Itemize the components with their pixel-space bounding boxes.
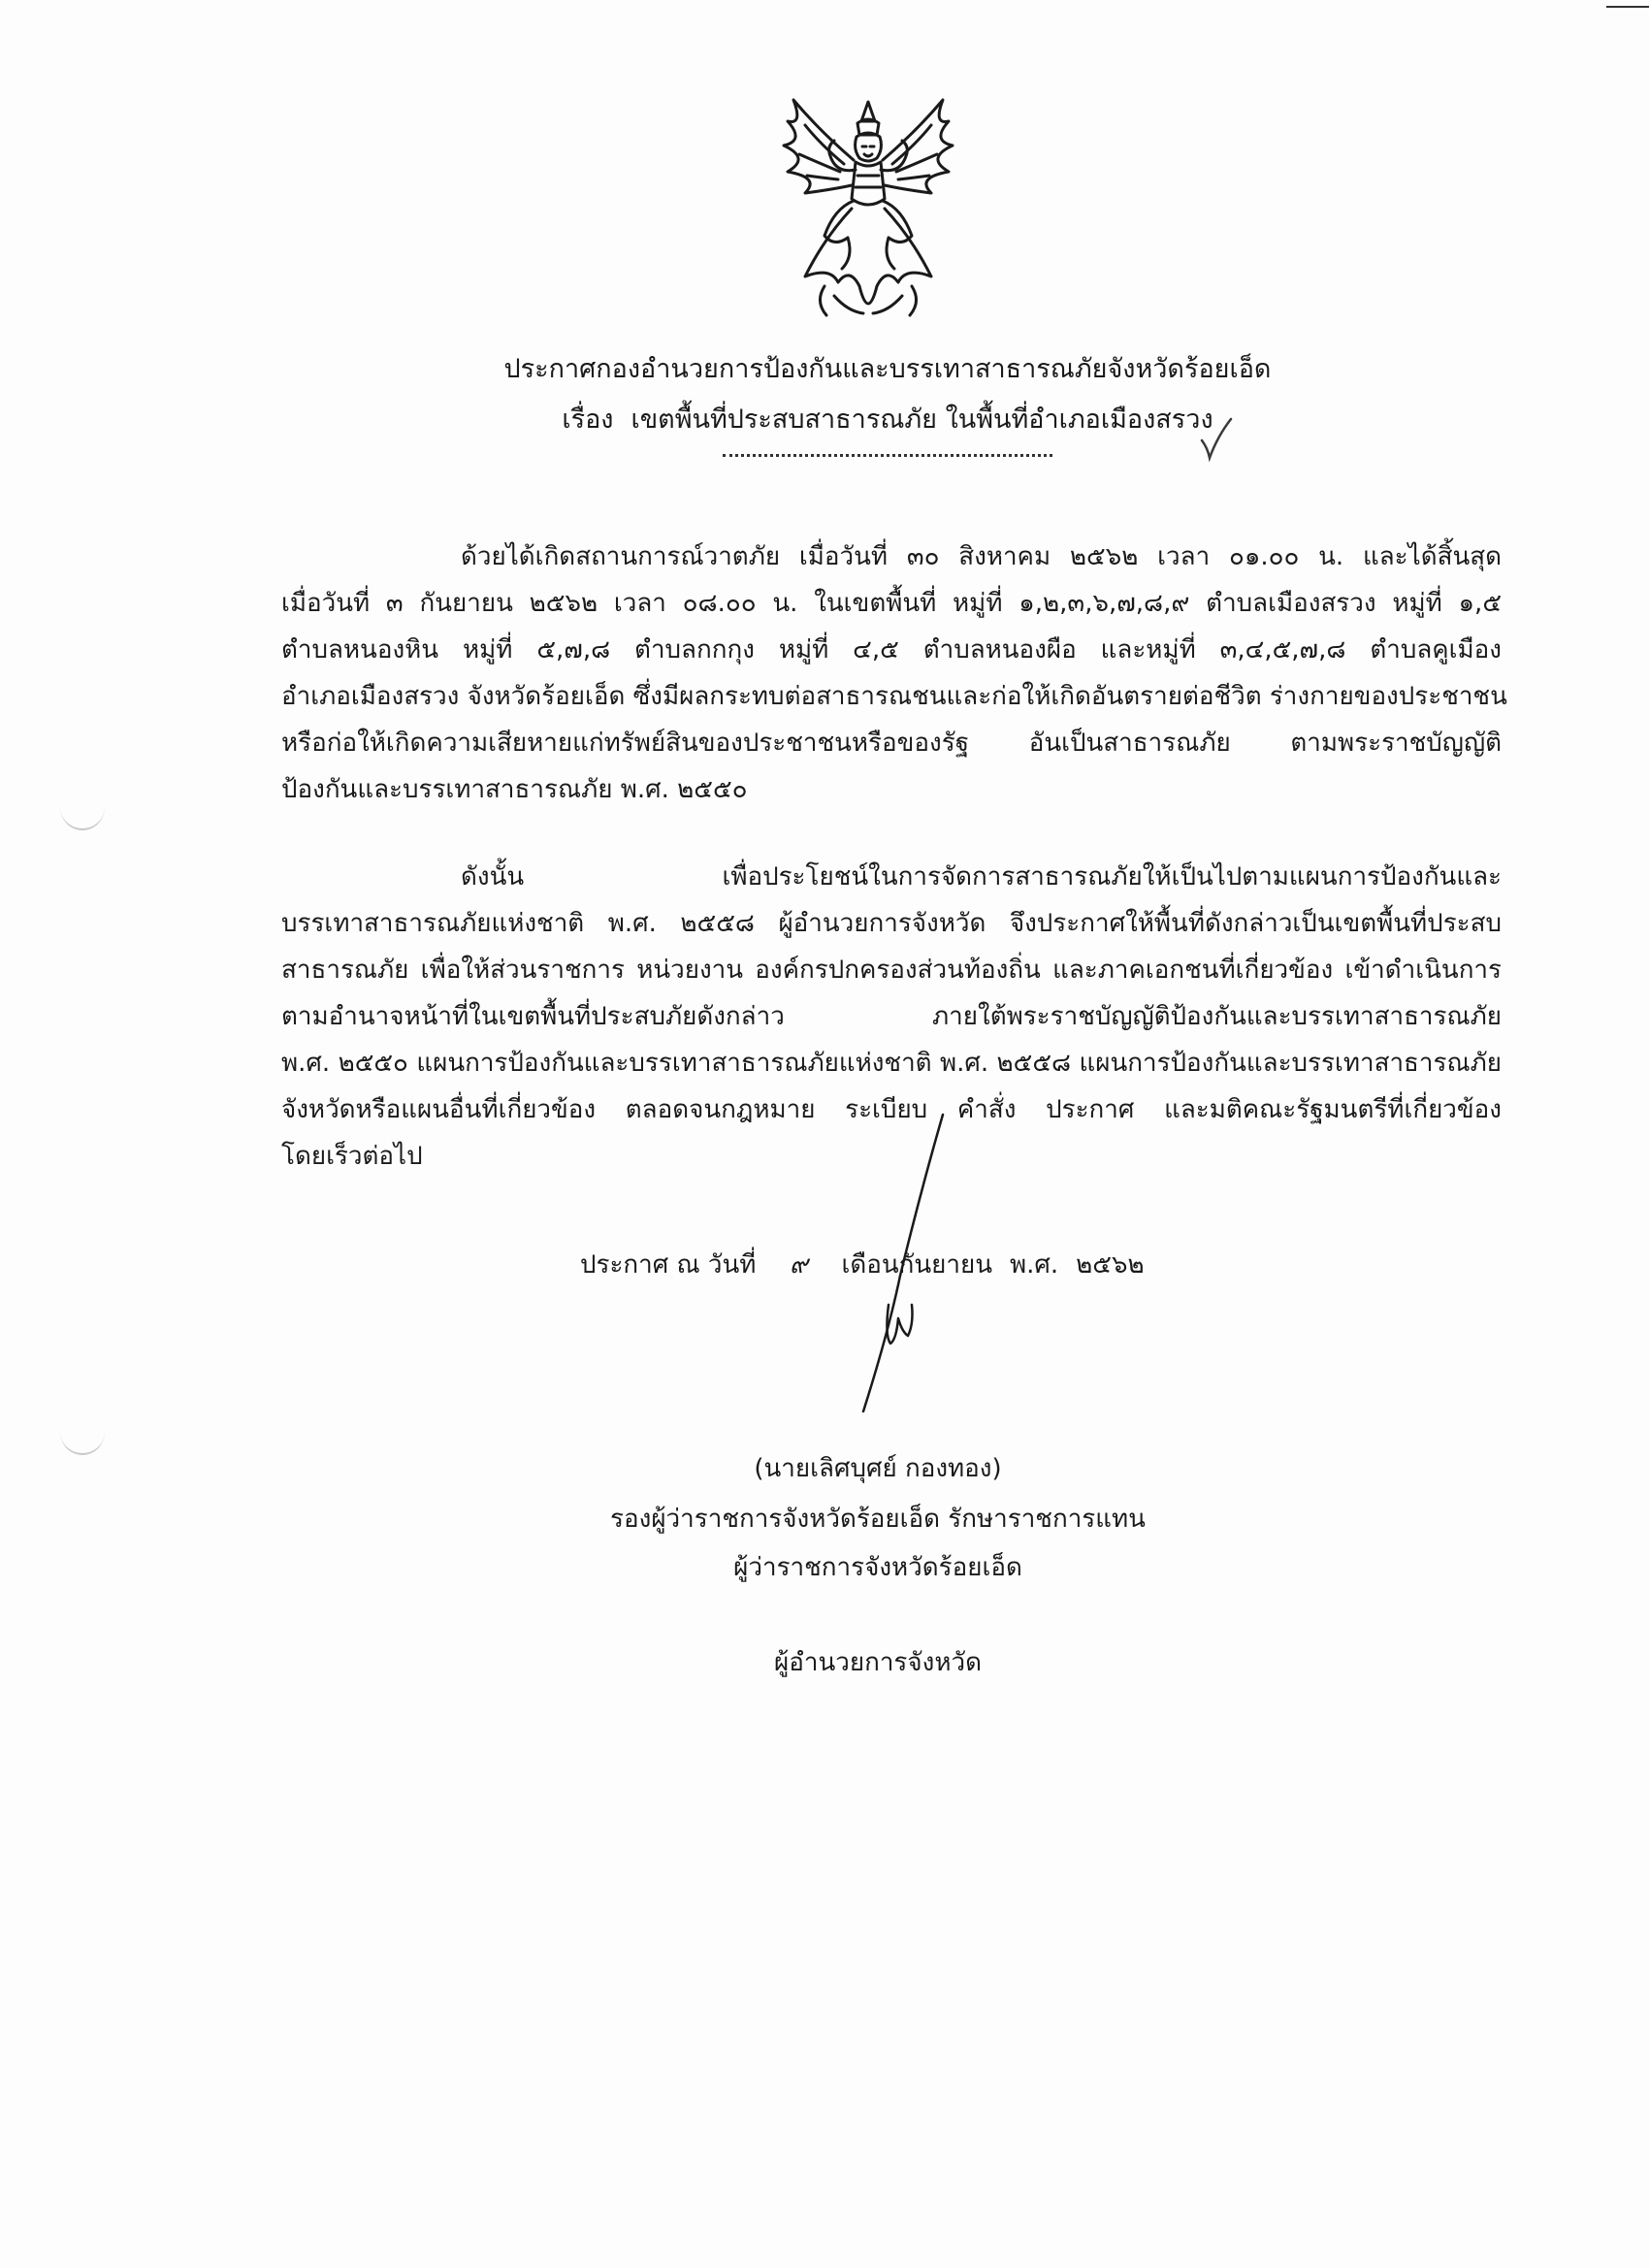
signatory-position: รองผู้ว่าราชการจังหวัดร้อยเอ็ด รักษาราชการแทน [610,1505,1146,1534]
signatory-role: ผู้อำนวยการจังหวัด [774,1648,982,1677]
checkmark-icon [1198,415,1233,462]
paragraph-line: หรือก่อให้เกิดความเสียหายแก่ทรัพย์สินของประชาชนหรือของรัฐ อันเป็นสาธารณภัย ตามพระราชบัญญัติ [281,729,1502,758]
paragraph-line: อำเภอเมืองสรวง จังหวัดร้อยเอ็ด ซึ่งมีผลกระทบต่อสาธารณชนและก่อให้เกิดอันตรายต่อชีวิต ร่างกายของประชาชน [281,682,1507,711]
paragraph-line: โดยเร็วต่อไป [281,1142,423,1171]
paragraph-line: บรรเทาสาธารณภัยแห่งชาติ พ.ศ. ๒๕๕๘ ผู้อำนวยการจังหวัด จึงประกาศให้พื้นที่ดังกล่าวเป็นเขตพื้นที่ประสบ [281,909,1502,938]
paragraph-1 [281,534,1507,813]
dateline-year: ๒๕๖๒ [1076,1250,1145,1280]
handwritten-signature [834,1111,970,1431]
dateline-day: ๙ [789,1250,808,1280]
subject-text: เขตพื้นที่ประสบสาธารณภัย ในพื้นที่อำเภอเมืองสรวง [630,405,1213,435]
dateline-month: กันยายน [898,1250,992,1280]
garuda-emblem-icon [766,92,970,335]
subject-line [0,398,1649,439]
paragraph-line: จังหวัดหรือแผนอื่นที่เกี่ยวข้อง ตลอดจนกฎหมาย ระเบียบ คำสั่ง ประกาศ และมติคณะรัฐมนตรีที่เกี่ยวข้อง [281,1095,1502,1124]
paragraph-line: ป้องกันและบรรเทาสาธารณภัย พ.ศ. ๒๕๕๐ [281,775,748,804]
paragraph-line: เมื่อวันที่ ๓ กันยายน ๒๕๖๒ เวลา ๐๘.๐๐ น. ในเขตพื้นที่ หมู่ที่ ๑,๒,๓,๖,๗,๘,๙ ตำบลเมืองสรวง หมู่ที่ ๑,๕ [281,589,1502,618]
paragraph-line: ตำบลหนองหิน หมู่ที่ ๕,๗,๘ ตำบลกกกุง หมู่ที่ ๔,๕ ตำบลหนองผือ และหมู่ที่ ๓,๔,๕,๗,๘ ตำบลคูเมือง [281,635,1502,664]
signatory-position: ผู้ว่าราชการจังหวัดร้อยเอ็ด [733,1553,1022,1582]
paragraph-line: พ.ศ. ๒๕๕๐ แผนการป้องกันและบรรเทาสาธารณภัยแห่งชาติ พ.ศ. ๒๕๕๘ แผนการป้องกันและบรรเทาสาธารณภัย [281,1049,1502,1078]
scan-corner-mark [1606,6,1649,8]
dotted-separator [723,454,1052,457]
document-title: ประกาศกองอำนวยการป้องกันและบรรเทาสาธารณภัยจังหวัดร้อยเอ็ด [503,354,1272,384]
paragraph-line: ตามอำนาจหน้าที่ในเขตพื้นที่ประสบภัยดังกล่าว ภายใต้พระราชบัญญัติป้องกันและบรรเทาสาธารณภัย [281,1002,1502,1031]
punch-hole-mark [60,784,105,830]
dateline-month-label: เดือน [841,1250,899,1280]
dateline-year-label: พ.ศ. [1009,1250,1059,1280]
paragraph-line: ด้วยได้เกิดสถานการณ์วาตภัย เมื่อวันที่ ๓๐ สิงหาคม ๒๕๖๒ เวลา ๐๑.๐๐ น. และได้สิ้นสุด [461,542,1502,571]
subject-label: เรื่อง [562,405,614,435]
paragraph-line: สาธารณภัย เพื่อให้ส่วนราชการ หน่วยงาน องค์กรปกครองส่วนท้องถิ่น และภาคเอกชนที่เกี่ยวข้อง เข้าดำเนินการ [281,956,1502,985]
dateline-prefix: ประกาศ ณ วันที่ [580,1250,757,1280]
paragraph-line: ดังนั้น เพื่อประโยชน์ในการจัดการสาธารณภัยให้เป็นไปตามแผนการป้องกันและ [461,862,1502,891]
signatory-name: (นายเลิศบุศย์ กองทอง) [754,1454,1002,1483]
